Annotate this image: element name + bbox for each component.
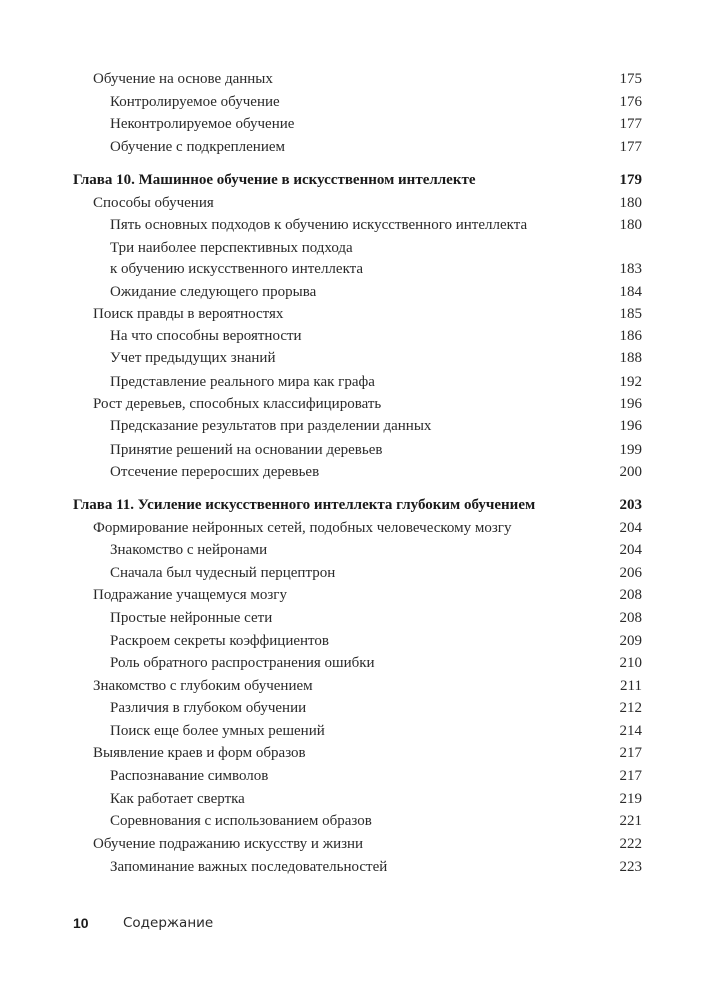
toc-entry-page: 203 bbox=[619, 497, 642, 513]
toc-entry-title: Поиск еще более умных решений bbox=[110, 723, 325, 739]
toc-entry-page: 208 bbox=[619, 587, 642, 603]
toc-entry-page: 204 bbox=[619, 542, 642, 558]
toc-entry-page: 208 bbox=[619, 610, 642, 626]
toc-entry-title: Способы обучения bbox=[93, 195, 214, 211]
toc-entry-title: Запоминание важных последовательностей bbox=[110, 859, 388, 875]
toc-entry-page: 223 bbox=[619, 859, 642, 875]
toc-entry-page: 184 bbox=[619, 284, 642, 300]
toc-entry-page: 177 bbox=[619, 116, 642, 132]
toc-entry-page: 180 bbox=[619, 195, 642, 211]
toc-entry-title: Формирование нейронных сетей, подобных человеческому мозгу bbox=[93, 520, 512, 536]
toc-entry-page: 192 bbox=[619, 374, 642, 390]
toc-entry-title: Простые нейронные сети bbox=[110, 610, 273, 626]
toc-entry-page: 211 bbox=[620, 678, 642, 694]
toc-entry-title: Рост деревьев, способных классифицировать bbox=[93, 396, 382, 412]
toc-entry-page: 221 bbox=[619, 813, 642, 829]
toc-entry-title: к обучению искусственного интеллекта bbox=[110, 261, 364, 277]
toc-entry-title: Три наиболее перспективных подхода bbox=[110, 240, 353, 256]
toc-entry-page: 188 bbox=[619, 350, 642, 366]
toc-entry-title: Глава 10. Машинное обучение в искусственном интеллекте bbox=[73, 172, 476, 188]
toc-entry-title: Раскроем секреты коэффициентов bbox=[110, 633, 329, 649]
toc-entry-title: Контролируемое обучение bbox=[110, 94, 280, 110]
toc-entry-page: 179 bbox=[619, 172, 642, 188]
toc-entry-page: 176 bbox=[619, 94, 642, 110]
toc-entry-page: 209 bbox=[619, 633, 642, 649]
toc-entry-title: Представление реального мира как графа bbox=[110, 374, 375, 390]
toc-entry-title: Поиск правды в вероятностях bbox=[93, 306, 284, 322]
toc-entry-page: 210 bbox=[619, 655, 642, 671]
toc-entry-title: Распознавание символов bbox=[110, 768, 269, 784]
toc-entry-page: 196 bbox=[619, 418, 642, 434]
toc-entry-page: 217 bbox=[619, 768, 642, 784]
running-footer-title: Содержание bbox=[123, 915, 214, 931]
toc-entry-title: Пять основных подходов к обучению искусственного интеллекта bbox=[110, 217, 528, 233]
toc-entry-page: 177 bbox=[619, 139, 642, 155]
toc-entry-title: Обучение на основе данных bbox=[93, 71, 273, 87]
toc-entry-page: 219 bbox=[619, 791, 642, 807]
page-number: 10 bbox=[73, 915, 89, 931]
toc-entry-page: 206 bbox=[619, 565, 642, 581]
toc-entry-title: Неконтролируемое обучение bbox=[110, 116, 295, 132]
toc-entry-page: 204 bbox=[619, 520, 642, 536]
toc-entry-page: 196 bbox=[619, 396, 642, 412]
toc-entry-title: На что способны вероятности bbox=[110, 328, 302, 344]
toc-entry-page: 200 bbox=[619, 464, 642, 480]
toc-entry-page: 212 bbox=[619, 700, 642, 716]
toc-entry-title: Предсказание результатов при разделении данных bbox=[110, 418, 432, 434]
toc-entry-title: Обучение подражанию искусству и жизни bbox=[93, 836, 364, 852]
toc-entry-page: 186 bbox=[619, 328, 642, 344]
toc-entry-page: 199 bbox=[619, 442, 642, 458]
toc-entry-title: Обучение с подкреплением bbox=[110, 139, 286, 155]
toc-entry-title: Различия в глубоком обучении bbox=[110, 700, 307, 716]
toc-entry-title: Знакомство с глубоким обучением bbox=[93, 678, 313, 694]
toc-entry-page: 175 bbox=[619, 71, 642, 87]
toc-entry-page: 222 bbox=[619, 836, 642, 852]
toc-entry-page: 217 bbox=[619, 745, 642, 761]
toc-entry-title: Ожидание следующего прорыва bbox=[110, 284, 317, 300]
toc-entry-title: Как работает свертка bbox=[110, 791, 245, 807]
toc-entry-title: Сначала был чудесный перцептрон bbox=[110, 565, 336, 581]
toc-entry-title: Отсечение переросших деревьев bbox=[110, 464, 320, 480]
toc-entry-title: Учет предыдущих знаний bbox=[110, 350, 276, 366]
toc-entry-title: Соревнования с использованием образов bbox=[110, 813, 372, 829]
toc-entry-page: 183 bbox=[619, 261, 642, 277]
toc-entry-title: Выявление краев и форм образов bbox=[93, 745, 306, 761]
toc-entry-page: 214 bbox=[619, 723, 642, 739]
toc-entry-title: Роль обратного распространения ошибки bbox=[110, 655, 375, 671]
toc-entry-page: 185 bbox=[619, 306, 642, 322]
toc-entry-title: Глава 11. Усиление искусственного интеллекта глубоким обучением bbox=[73, 497, 536, 513]
toc-entry-title: Знакомство с нейронами bbox=[110, 542, 268, 558]
toc-entry-title: Подражание учащемуся мозгу bbox=[93, 587, 287, 603]
toc-entry-title: Принятие решений на основании деревьев bbox=[110, 442, 383, 458]
toc-entry-page: 180 bbox=[619, 217, 642, 233]
